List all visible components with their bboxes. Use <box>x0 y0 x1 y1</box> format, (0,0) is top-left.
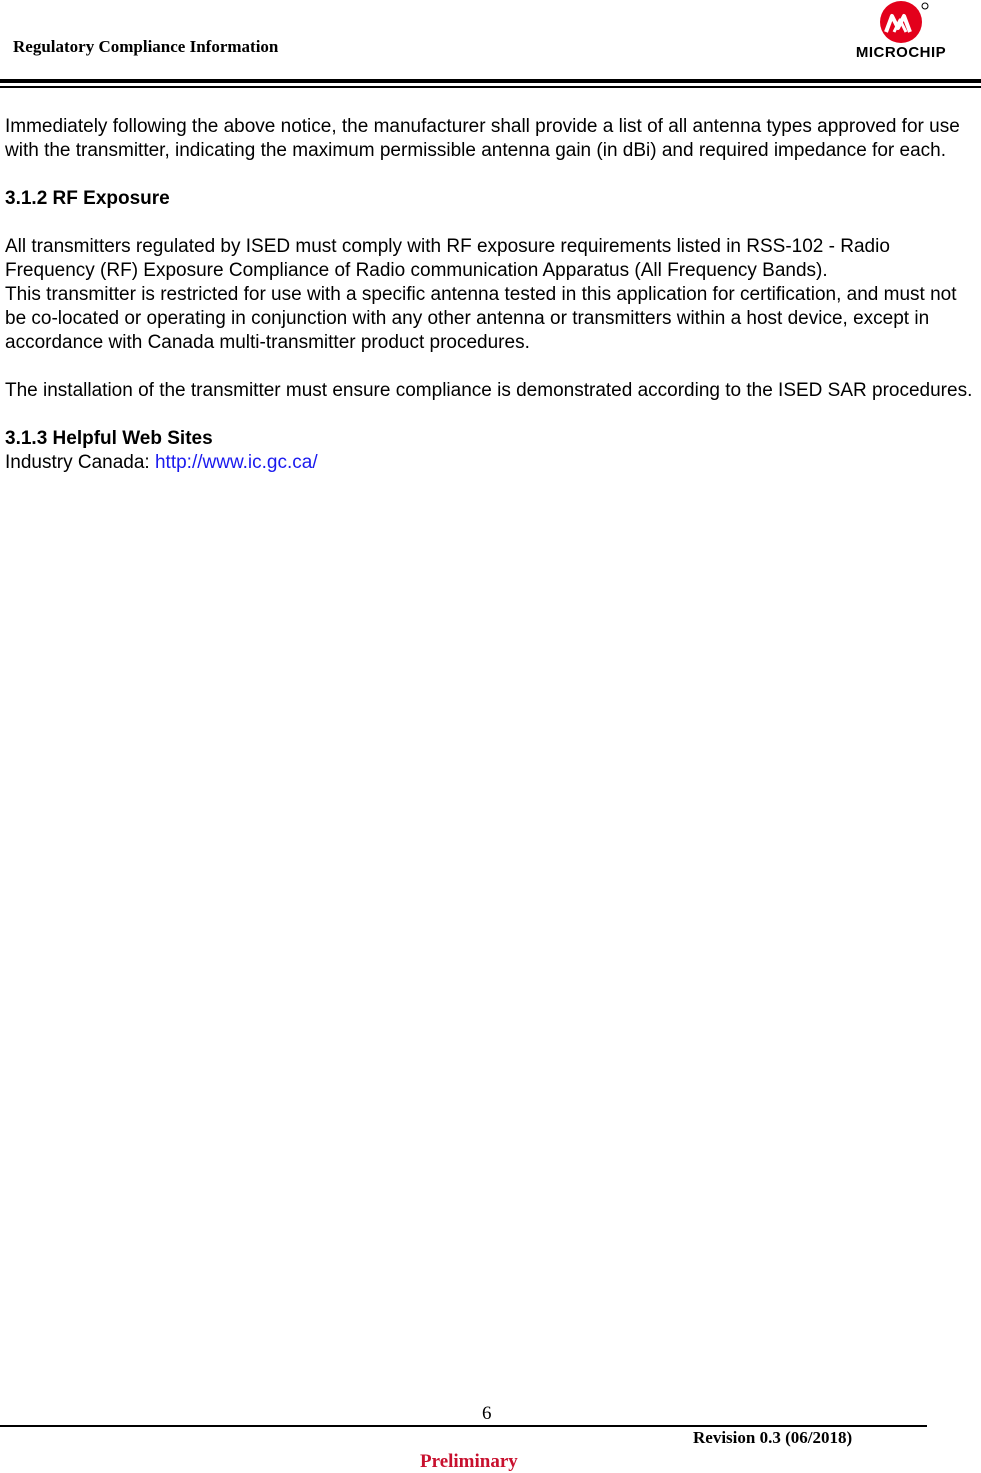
header-title: Regulatory Compliance Information <box>13 37 279 56</box>
document-body <box>5 115 977 475</box>
industry-canada-label: Industry Canada: <box>5 452 155 473</box>
revision-label: Revision 0.3 (06/2018) <box>693 1428 853 1447</box>
rf-exposure-paragraph-1: All transmitters regulated by ISED must comply with RF exposure requirements listed in RSS-102 - Radio Frequency (RF) Exposure Compliance of Radio communication Apparatus (All Frequency Bands). <box>5 236 890 281</box>
footer-rule <box>0 1425 927 1427</box>
rf-exposure-paragraph-2: This transmitter is restricted for use with a specific antenna tested in this application for certification, and must not be co-located or operating in conjunction with any other antenna or transmitters within a host device, except in accordance with Canada multi-transmitter product procedures. <box>5 284 957 353</box>
microchip-logo <box>836 0 966 66</box>
web-sites-heading: 3.1.3 Helpful Web Sites <box>5 428 213 449</box>
preliminary-label: Preliminary <box>420 1451 518 1472</box>
rf-exposure-heading: 3.1.2 RF Exposure <box>5 188 170 209</box>
rf-exposure-paragraph-3: The installation of the transmitter must ensure compliance is demonstrated according to the ISED SAR procedures. <box>5 380 973 401</box>
industry-canada-line <box>5 451 977 475</box>
header-rule <box>0 79 981 83</box>
page-number: 6 <box>482 1403 492 1424</box>
intro-paragraph: Immediately following the above notice, the manufacturer shall provide a list of all antenna types approved for use with the transmitter, indicating the maximum permissible antenna gain (in dBi) and required impedance for each. <box>5 116 960 161</box>
industry-canada-link[interactable]: http://www.ic.gc.ca/ <box>154 452 318 473</box>
header-rule-thin <box>0 86 981 88</box>
microchip-logo-icon <box>836 0 966 46</box>
logo-wordmark: MICROCHIP <box>855 44 947 61</box>
